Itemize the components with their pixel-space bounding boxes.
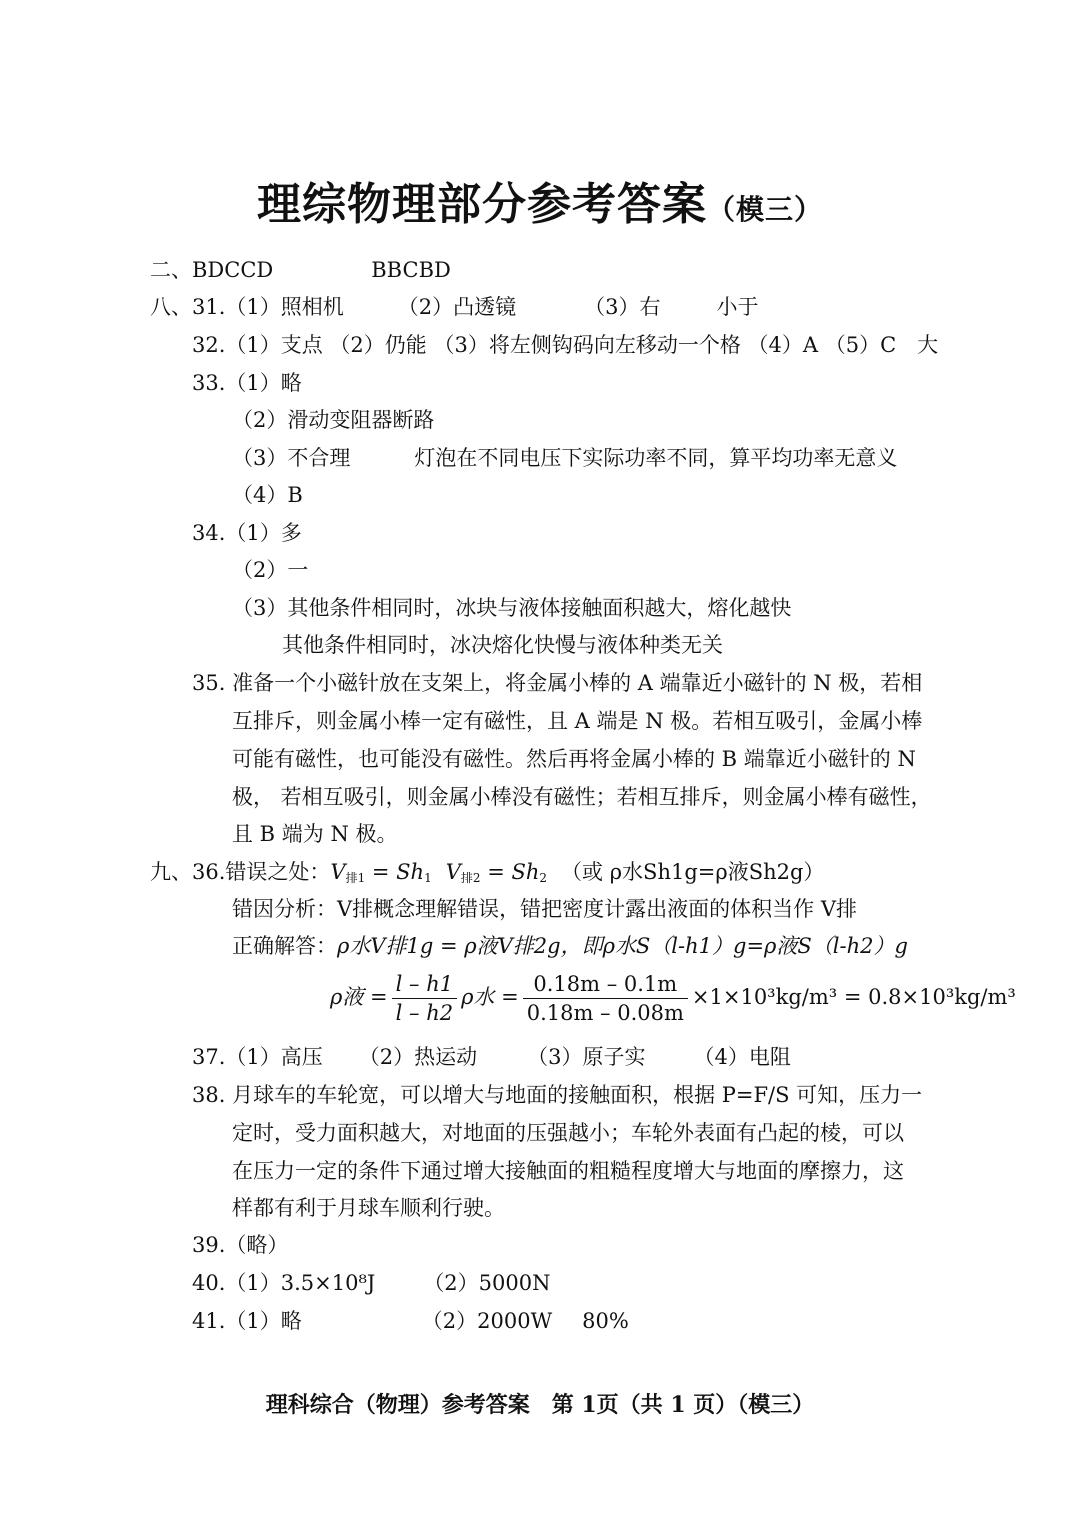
fraction-1-numerator: l – h1 bbox=[392, 972, 457, 999]
q35-line-3: 可能有磁性，也可能没有磁性。然后再将金属小棒的 B 端靠近小磁针的 N bbox=[232, 747, 916, 771]
q41-c: 80% bbox=[582, 1309, 629, 1333]
q41-b: （2）2000W bbox=[421, 1309, 553, 1333]
q37-num: 37. bbox=[192, 1045, 226, 1069]
q32-line: 32.（1）支点 （2）仍能 （3）将左侧钩码向左移动一个格 （4）A （5）C 大 bbox=[192, 333, 939, 357]
q31-line bbox=[150, 293, 759, 321]
q31-num: 八、31. bbox=[150, 295, 226, 319]
fraction-2-numerator: 0.18m – 0.1m bbox=[523, 972, 688, 999]
fraction-1-denominator: l – h2 bbox=[395, 1001, 454, 1025]
q36-pai2: 排2 bbox=[460, 871, 481, 885]
page-footer: 理科综合（物理）参考答案 第 1页（共 1 页）（模三） bbox=[265, 1392, 815, 1418]
section-2-line bbox=[150, 256, 451, 284]
q37-b: （2）热运动 bbox=[358, 1045, 478, 1069]
q36-formula bbox=[330, 972, 1016, 1025]
q35-line-5: 且 B 端为 N 极。 bbox=[232, 822, 398, 846]
q40-line bbox=[192, 1269, 551, 1297]
q36-v1: V bbox=[330, 860, 346, 884]
q35-line-2: 互排斥，则金属小棒一定有磁性，且 A 端是 N 极。若相互吸引，金属小棒 bbox=[232, 709, 923, 733]
q34-line-2: （2）一 bbox=[232, 558, 309, 582]
q34-line-4: 其他条件相同时，冰决熔化快慢与液体种类无关 bbox=[282, 633, 723, 657]
q38-line-2: 定时，受力面积越大，对地面的压强越小；车轮外表面有凸起的棱，可以 bbox=[232, 1121, 904, 1145]
q39-line: 39.（略） bbox=[192, 1233, 289, 1257]
section-2-answers-b: BBCBD bbox=[371, 258, 451, 282]
formula-rho-liquid: ρ液 = bbox=[330, 985, 388, 1009]
fraction-2-denominator: 0.18m – 0.08m bbox=[526, 1001, 684, 1025]
q36-correct-label: 正确解答： bbox=[232, 934, 337, 958]
q36-line-2 bbox=[232, 895, 857, 923]
q33-3b: 灯泡在不同电压下实际功率不同，算平均功率无意义 bbox=[414, 446, 898, 470]
q37-line bbox=[192, 1043, 791, 1071]
section-2-answers-a: 二、BDCCD bbox=[150, 258, 274, 282]
q36-correct-text: ρ水V排1g = ρ液V排2g，即ρ水S（l-h1）g=ρ液S（l-h2）g bbox=[337, 934, 908, 958]
q33-line-2: （2）滑动变阻器断路 bbox=[232, 408, 435, 432]
q41-line bbox=[192, 1307, 629, 1335]
title-main: 理综物理部分参考答案 bbox=[256, 179, 707, 230]
q35-line-4: 极， 若相互吸引，则金属小棒没有磁性；若相互排斥，则金属小棒有磁性， bbox=[232, 785, 932, 809]
q37-c: （3）原子实 bbox=[527, 1045, 646, 1069]
formula-fraction-1 bbox=[392, 972, 457, 1025]
q36-line-1 bbox=[150, 858, 824, 892]
q33-line-3 bbox=[232, 444, 897, 472]
page-title bbox=[0, 168, 1080, 232]
q41-a: 41.（1）略 bbox=[192, 1309, 302, 1333]
q38-line-3: 在压力一定的条件下通过增大接触面的粗糙程度增大与地面的摩擦力，这 bbox=[232, 1159, 904, 1183]
q38-line-1: 38. 月球车的车轮宽，可以增大与地面的接触面积，根据 P=F/S 可知，压力一 bbox=[192, 1083, 923, 1107]
q31-a: （1）照相机 bbox=[225, 295, 344, 319]
q36-num: 九、36. bbox=[150, 860, 226, 884]
q35-line-1: 35. 准备一个小磁针放在支架上，将金属小棒的 A 端靠近小磁针的 N 极，若相 bbox=[192, 671, 923, 695]
q31-b: （2）凸透镜 bbox=[397, 295, 517, 319]
q31-d: 小于 bbox=[716, 295, 759, 319]
q36-cause-text: V排概念理解错误，错把密度计露出液面的体积当作 V排 bbox=[337, 897, 858, 921]
formula-tail: ×1×10³kg/m³ = 0.8×10³kg/m³ bbox=[691, 985, 1016, 1009]
formula-rho-water: ρ水 = bbox=[461, 985, 519, 1009]
q38-line-4: 样都有利于月球车顺利行驶。 bbox=[232, 1196, 505, 1220]
q33-line-4: （4）B bbox=[232, 483, 303, 507]
q33-3a: （3）不合理 bbox=[232, 446, 351, 470]
q36-s2: 2 bbox=[539, 871, 548, 885]
q34-line-3: （3）其他条件相同时，冰块与液体接触面积越大，熔化越快 bbox=[232, 596, 792, 620]
q36-v2: V bbox=[445, 860, 461, 884]
q36-err-label: 错误之处： bbox=[225, 860, 331, 884]
q36-eq1: = Sh bbox=[365, 860, 425, 884]
q36-eq2: = Sh bbox=[480, 860, 540, 884]
q40-b: （2）5000N bbox=[423, 1271, 551, 1295]
q37-a: （1）高压 bbox=[225, 1045, 323, 1069]
title-sub: （模三） bbox=[706, 193, 823, 226]
q40-a: 40.（1）3.5×10⁸J bbox=[192, 1271, 376, 1295]
q36-pai1: 排1 bbox=[345, 871, 366, 885]
q31-c: （3）右 bbox=[584, 295, 661, 319]
formula-fraction-2 bbox=[523, 972, 688, 1025]
q34-line-1: 34.（1）多 bbox=[192, 521, 302, 545]
q36-or: （或 ρ水Sh1g=ρ液Sh2g） bbox=[561, 860, 825, 884]
q36-line-3 bbox=[232, 932, 908, 960]
q37-d: （4）电阻 bbox=[693, 1045, 791, 1069]
q33-line-1: 33.（1）略 bbox=[192, 371, 302, 395]
q36-cause-label: 错因分析： bbox=[232, 897, 337, 921]
q36-s1: 1 bbox=[424, 871, 432, 885]
